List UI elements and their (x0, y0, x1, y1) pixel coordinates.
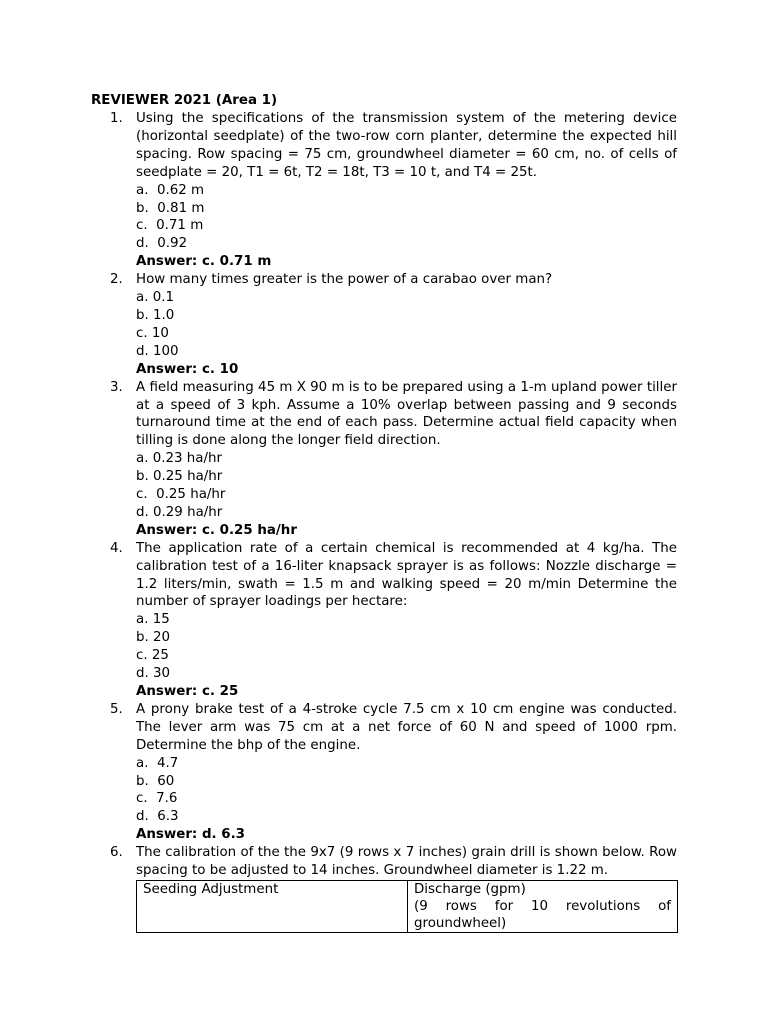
header-discharge (408, 880, 678, 932)
question-list (0, 110, 768, 933)
option-a: a. 15 (136, 612, 170, 628)
option-c: c. 7.6 (136, 791, 178, 807)
discharge-header-line: (9 rows for 10 revolutions of (414, 898, 671, 914)
answer-line: Answer: d. 6.3 (136, 827, 245, 843)
question-text: Using the specifications of the transmission system of the metering device (horizontal seedplate) of the two-row corn planter, determine the expected hill spacing. Row spacing = 75 cm, groundwheel diameter = 60 cm, no. of cells of seedplate = 20, T1 = 6t, T2 = 18t, T3 = 10 t, and T4 = 25t. (136, 111, 677, 180)
document-title: REVIEWER 2021 (Area 1) (91, 93, 278, 108)
question-3 (0, 379, 768, 540)
question-1 (0, 110, 768, 271)
option-a: a. 0.62 m (136, 182, 205, 198)
question-5 (0, 701, 768, 844)
option-b: b. 0.81 m (136, 200, 205, 216)
option-d: d. 0.29 ha/hr (136, 504, 223, 520)
answer-line: Answer: c. 10 (136, 361, 239, 377)
discharge-header-line: Discharge (gpm) (414, 881, 526, 897)
question-number: 4. (110, 540, 123, 556)
option-c: c. 0.71 m (136, 218, 204, 234)
answer-line: Answer: c. 0.71 m (136, 254, 272, 270)
option-b: b. 0.25 ha/hr (136, 469, 223, 485)
discharge-header-line: groundwheel) (414, 915, 507, 931)
answer-line: Answer: c. 0.25 ha/hr (136, 522, 297, 538)
option-b: b. 1.0 (136, 307, 175, 323)
option-a: a. 0.23 ha/hr (136, 451, 222, 467)
question-number: 5. (110, 701, 123, 717)
question-text: A field measuring 45 m X 90 m is to be prepared using a 1-m upland power tiller at a speed of 3 kph. Assume a 10% overlap between passing and 9 seconds turnaround time at the end of each pass. Determine actual field capacity when tilling is done along the longer field direction. (136, 379, 677, 449)
question-text: How many times greater is the power of a carabao over man? (136, 272, 553, 288)
calibration-table (136, 880, 678, 933)
question-number: 3. (110, 379, 123, 395)
table-header-row (137, 880, 678, 932)
option-d: d. 0.92 (136, 236, 188, 252)
question-2 (0, 271, 768, 378)
question-4 (0, 540, 768, 701)
question-text: A prony brake test of a 4-stroke cycle 7.5 cm x 10 cm engine was conducted. The lever arm was 75 cm at a net force of 60 N and speed of 1000 rpm. Determine the bhp of the engine. (136, 701, 677, 753)
question-number: 6. (110, 845, 123, 861)
question-number: 1. (110, 111, 123, 126)
option-d: d. 30 (136, 666, 171, 682)
option-a: a. 0.1 (136, 290, 175, 306)
answer-line: Answer: c. 25 (136, 684, 239, 699)
question-6 (0, 844, 768, 933)
option-b: b. 20 (136, 630, 171, 646)
question-text: The application rate of a certain chemical is recommended at 4 kg/ha. The calibration test of a 16-liter knapsack sprayer is as follows: Nozzle discharge = 1.2 liters/min, swath = 1.5 m and walking speed = 20 m/min Determine the number of sprayer loadings per hectare: (136, 540, 677, 610)
option-b: b. 60 (136, 773, 175, 789)
option-c: c. 10 (136, 325, 169, 341)
option-d: d. 100 (136, 343, 179, 359)
question-text: The calibration of the the 9x7 (9 rows x 7 inches) grain drill is shown below. Row spacing to be adjusted to 14 inches. Groundwheel diameter is 1.22 m. (136, 845, 677, 879)
option-d: d. 6.3 (136, 809, 179, 825)
header-seeding-adjustment: Seeding Adjustment (137, 880, 408, 932)
option-a: a. 4.7 (136, 755, 179, 771)
option-c: c. 0.25 ha/hr (136, 487, 226, 503)
question-number: 2. (110, 272, 123, 288)
option-c: c. 25 (136, 648, 169, 664)
